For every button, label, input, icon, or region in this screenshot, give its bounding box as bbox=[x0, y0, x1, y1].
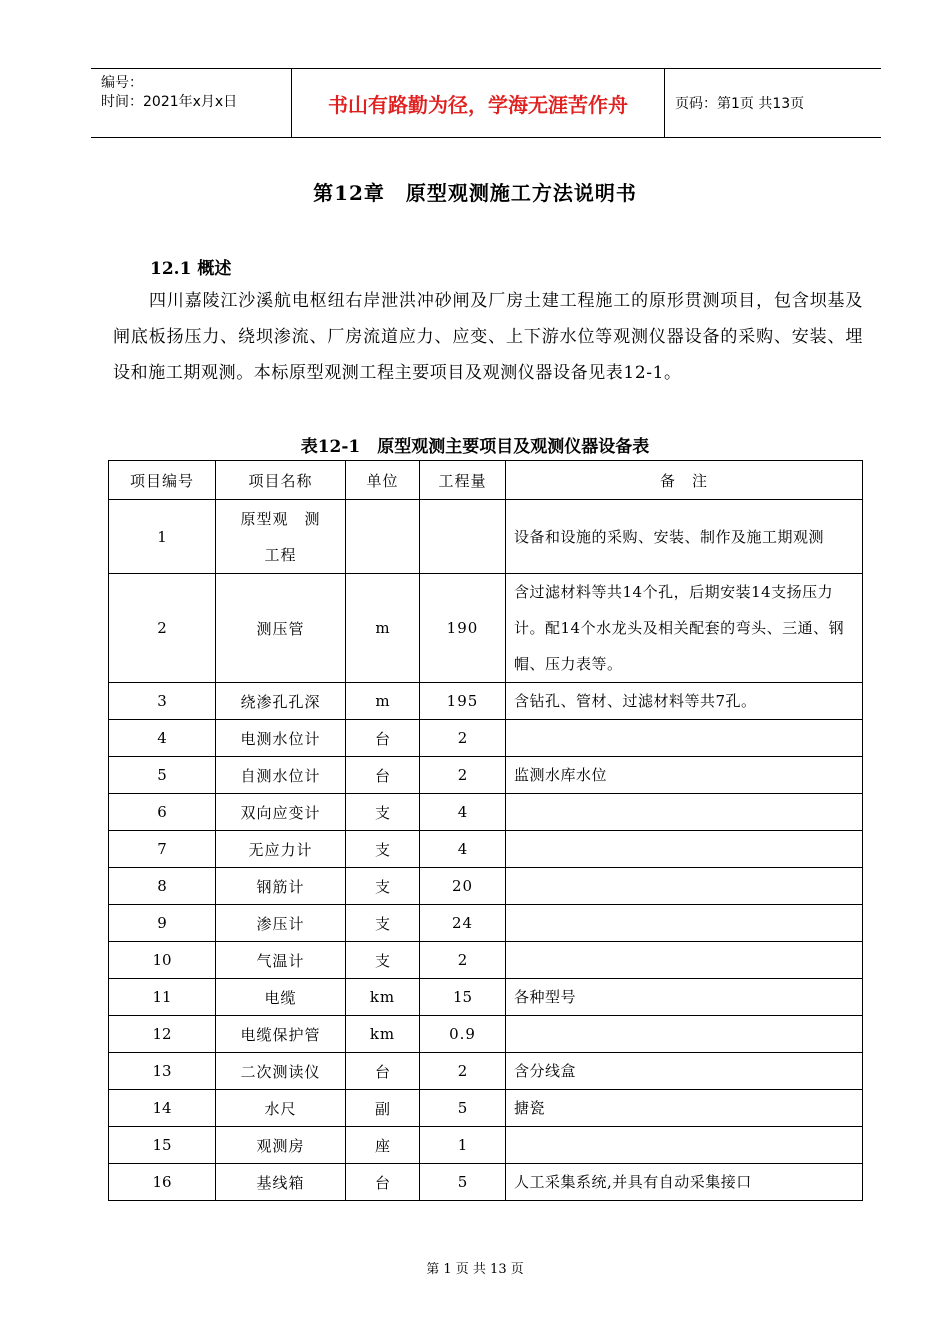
row-no: 13 bbox=[109, 1053, 216, 1090]
table-row bbox=[109, 500, 863, 574]
header-motto: 书山有路勤为径，学海无涯苦作舟 bbox=[328, 92, 628, 117]
row-qty: 190 bbox=[420, 574, 506, 683]
header-page-cell bbox=[665, 69, 891, 137]
row-name: 电测水位计 bbox=[216, 720, 346, 757]
row-note bbox=[506, 1127, 863, 1164]
row-no: 7 bbox=[109, 831, 216, 868]
header-motto-cell bbox=[292, 69, 665, 137]
table-header-row bbox=[109, 461, 863, 500]
row-note bbox=[506, 831, 863, 868]
row-qty: 4 bbox=[420, 831, 506, 868]
row-note: 监测水库水位 bbox=[506, 757, 863, 794]
row-name: 双向应变计 bbox=[216, 794, 346, 831]
header-cell-qty: 工程量 bbox=[420, 461, 506, 500]
row-note: 含分线盒 bbox=[506, 1053, 863, 1090]
row-qty: 0.9 bbox=[420, 1016, 506, 1053]
header-cell-note: 备 注 bbox=[506, 461, 863, 500]
row-no: 8 bbox=[109, 868, 216, 905]
row-no: 14 bbox=[109, 1090, 216, 1127]
row-unit: 支 bbox=[346, 868, 420, 905]
table-row bbox=[109, 1016, 863, 1053]
table-row bbox=[109, 1164, 863, 1201]
document-header bbox=[91, 68, 881, 138]
row-name: 测压管 bbox=[216, 574, 346, 683]
row-qty: 15 bbox=[420, 979, 506, 1016]
row-note bbox=[506, 905, 863, 942]
row-qty: 2 bbox=[420, 1053, 506, 1090]
row-name: 水尺 bbox=[216, 1090, 346, 1127]
row-qty: 4 bbox=[420, 794, 506, 831]
row-note bbox=[506, 1016, 863, 1053]
table-row bbox=[109, 574, 863, 683]
row-name: 二次测读仪 bbox=[216, 1053, 346, 1090]
row-name: 渗压计 bbox=[216, 905, 346, 942]
row-name: 钢筋计 bbox=[216, 868, 346, 905]
header-page-info: 页码：第1页 共13页 bbox=[675, 96, 805, 112]
row-name: 观测房 bbox=[216, 1127, 346, 1164]
row-unit: 台 bbox=[346, 757, 420, 794]
row-no: 16 bbox=[109, 1164, 216, 1201]
page-footer: 第 1 页 共 13 页 bbox=[426, 1262, 524, 1277]
row-note: 搪瓷 bbox=[506, 1090, 863, 1127]
row-qty: 5 bbox=[420, 1164, 506, 1201]
row-note: 人工采集系统,并具有自动采集接口 bbox=[506, 1164, 863, 1201]
row-unit: 支 bbox=[346, 831, 420, 868]
row-no: 9 bbox=[109, 905, 216, 942]
table-row bbox=[109, 1053, 863, 1090]
row-qty: 2 bbox=[420, 757, 506, 794]
row-no: 11 bbox=[109, 979, 216, 1016]
equipment-table bbox=[108, 460, 863, 1201]
row-unit: 副 bbox=[346, 1090, 420, 1127]
row-unit: km bbox=[346, 1016, 420, 1053]
intro-paragraph: 四川嘉陵江沙溪航电枢纽右岸泄洪冲砂闸及厂房土建工程施工的原形贯测项目，包含坝基及闸底板扬压力、绕坝渗流、厂房流道应力、应变、上下游水位等观测仪器设备的采购、安装、埋设和施工期观测。本标原型观测工程主要项目及观测仪器设备见表12-1。 bbox=[113, 291, 863, 383]
row-name: 无应力计 bbox=[216, 831, 346, 868]
table-row bbox=[109, 720, 863, 757]
section-title: 12.1 概述 bbox=[150, 259, 232, 279]
table-row bbox=[109, 905, 863, 942]
table-row bbox=[109, 1090, 863, 1127]
table-row bbox=[109, 868, 863, 905]
row-name: 基线箱 bbox=[216, 1164, 346, 1201]
row-note: 含过滤材料等共14个孔，后期安装14支扬压力计。配14个水龙头及相关配套的弯头、三通、钢帽、压力表等。 bbox=[506, 574, 863, 683]
time-label: 时间：2021年x月x日 bbox=[101, 94, 238, 110]
row-unit: 支 bbox=[346, 905, 420, 942]
row-unit: m bbox=[346, 574, 420, 683]
row-unit: 台 bbox=[346, 1053, 420, 1090]
row-note bbox=[506, 868, 863, 905]
row-name: 自测水位计 bbox=[216, 757, 346, 794]
row-name: 电缆 bbox=[216, 979, 346, 1016]
row-no: 10 bbox=[109, 942, 216, 979]
row-no: 6 bbox=[109, 794, 216, 831]
table-row bbox=[109, 831, 863, 868]
row-no: 4 bbox=[109, 720, 216, 757]
row-name: 气温计 bbox=[216, 942, 346, 979]
number-label: 编号： bbox=[101, 75, 143, 91]
table-row bbox=[109, 794, 863, 831]
table-caption: 表12-1 原型观测主要项目及观测仪器设备表 bbox=[300, 437, 650, 457]
row-qty: 24 bbox=[420, 905, 506, 942]
row-no: 3 bbox=[109, 683, 216, 720]
row-note: 各种型号 bbox=[506, 979, 863, 1016]
row-qty: 195 bbox=[420, 683, 506, 720]
row-unit bbox=[346, 500, 420, 574]
row-note: 设备和设施的采购、安装、制作及施工期观测 bbox=[506, 500, 863, 574]
row-no: 15 bbox=[109, 1127, 216, 1164]
row-unit: 支 bbox=[346, 794, 420, 831]
header-cell-name: 项目名称 bbox=[216, 461, 346, 500]
row-note bbox=[506, 942, 863, 979]
row-qty: 20 bbox=[420, 868, 506, 905]
table-row bbox=[109, 1127, 863, 1164]
row-note bbox=[506, 720, 863, 757]
table-row bbox=[109, 683, 863, 720]
header-cell-unit: 单位 bbox=[346, 461, 420, 500]
row-name: 原型观 测工程 bbox=[216, 500, 346, 574]
row-no: 5 bbox=[109, 757, 216, 794]
row-no: 2 bbox=[109, 574, 216, 683]
row-name: 绕渗孔孔深 bbox=[216, 683, 346, 720]
row-note: 含钻孔、管材、过滤材料等共7孔。 bbox=[506, 683, 863, 720]
row-qty: 2 bbox=[420, 942, 506, 979]
row-name: 电缆保护管 bbox=[216, 1016, 346, 1053]
row-unit: km bbox=[346, 979, 420, 1016]
table-row bbox=[109, 757, 863, 794]
header-cell-no: 项目编号 bbox=[109, 461, 216, 500]
row-qty: 2 bbox=[420, 720, 506, 757]
row-unit: 座 bbox=[346, 1127, 420, 1164]
table-row bbox=[109, 979, 863, 1016]
row-qty: 1 bbox=[420, 1127, 506, 1164]
row-qty bbox=[420, 500, 506, 574]
row-no: 12 bbox=[109, 1016, 216, 1053]
header-meta bbox=[91, 69, 292, 137]
row-unit: 台 bbox=[346, 1164, 420, 1201]
chapter-title: 第12章 原型观测施工方法说明书 bbox=[313, 181, 637, 205]
row-qty: 5 bbox=[420, 1090, 506, 1127]
table-row bbox=[109, 942, 863, 979]
row-note bbox=[506, 794, 863, 831]
row-unit: m bbox=[346, 683, 420, 720]
row-unit: 台 bbox=[346, 720, 420, 757]
row-unit: 支 bbox=[346, 942, 420, 979]
row-no: 1 bbox=[109, 500, 216, 574]
